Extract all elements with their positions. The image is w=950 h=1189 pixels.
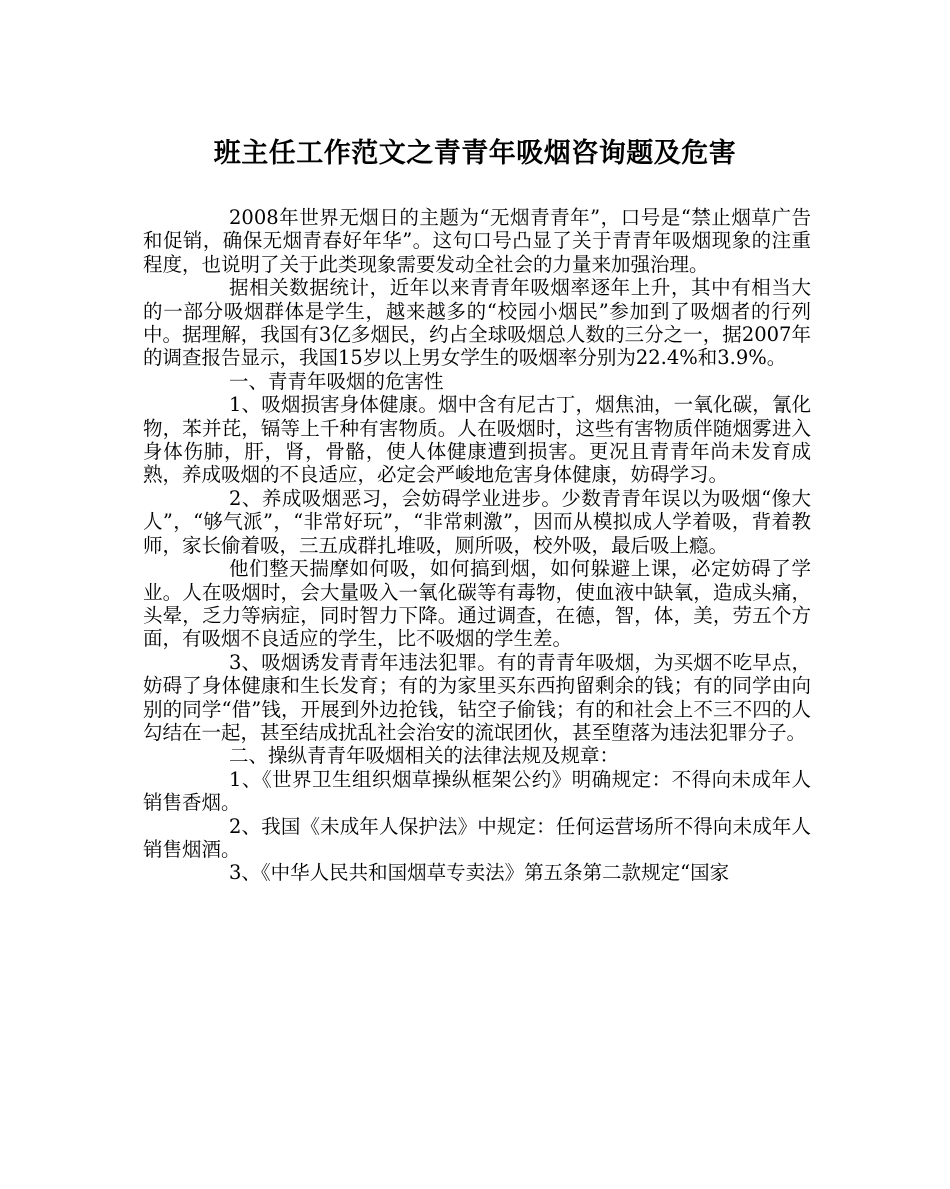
- document-title: 班主任工作范文之青青年吸烟咨询题及危害: [213, 138, 737, 169]
- paragraph-theme: 2008年世界无烟日的主题为“无烟青青年”，口号是“禁止烟草广告和促销，确保无烟青春好年华”。这句口号凸显了关于青青年吸烟现象的注重程度，也说明了关于此类现象需要发动全社会的力量来加强治理。: [143, 206, 811, 276]
- section-heading-harms: 一、青青年吸烟的危害性: [229, 369, 444, 393]
- paragraph-law-minors: 2、我国《未成年人保护法》中规定：任何运营场所不得向未成年人销售烟酒。: [143, 814, 811, 861]
- paragraph-harm-study-continued: 他们整天揣摩如何吸，如何搞到烟，如何躲避上课，必定妨碍了学业。人在吸烟时，会大量吸入一氧化碳等有毒物，使血液中缺氧，造成头痛，头晕，乏力等病症，同时智力下降。通过调查，在德，智，体，美，劳五个方面，有吸烟不良适应的学生，比不吸烟的学生差。: [143, 557, 811, 651]
- paragraph-law-tobacco: 3、《中华人民共和国烟草专卖法》第五条第二款规定“国家: [229, 861, 730, 885]
- paragraph-harm-crime: 3、吸烟诱发青青年违法犯罪。有的青青年吸烟，为买烟不吃早点，妨碍了身体健康和生长发育；有的为家里买东西拘留剩余的钱；有的同学由向别的同学“借”钱，开展到外边抢钱，钻空子偷钱；有的和社会上不三不四的人勾结在一起，甚至结成扰乱社会治安的流氓团伙，甚至堕落为违法犯罪分子。: [143, 650, 811, 744]
- paragraph-harm-health: 1、吸烟损害身体健康。烟中含有尼古丁，烟焦油，一氧化碳，氰化物，苯并芘，镉等上千种有害物质。人在吸烟时，这些有害物质伴随烟雾进入身体伤肺，肝，肾，骨骼，使人体健康遭到损害。更况且青青年尚未发育成熟，养成吸烟的不良适应，必定会严峻地危害身体健康，妨碍学习。: [143, 393, 811, 487]
- paragraph-law-who: 1、《世界卫生组织烟草操纵框架公约》明确规定：不得向未成年人销售香烟。: [143, 767, 811, 815]
- section-heading-laws: 二、操纵青青年吸烟相关的法律法规及规章：: [229, 744, 620, 768]
- paragraph-harm-study: 2、养成吸烟恶习，会妨碍学业进步。少数青青年误以为吸烟“像大人”，“够气派”，“非常好玩”，“非常刺激”，因而从模拟成人学着吸，背着教师，家长偷着吸，三五成群扎堆吸，厕所吸，校外吸，最后吸上瘾。: [143, 486, 811, 557]
- paragraph-statistics: 据相关数据统计，近年以来青青年吸烟率逐年上升，其中有相当大的一部分吸烟群体是学生，越来越多的“校园小烟民”参加到了吸烟者的行列中。据理解，我国有3亿多烟民，约占全球吸烟总人数的三分之一，据2007年的调查报告显示，我国15岁以上男女学生的吸烟率分别为22.4%和3.9%。: [143, 276, 811, 370]
- document-body: [143, 206, 811, 885]
